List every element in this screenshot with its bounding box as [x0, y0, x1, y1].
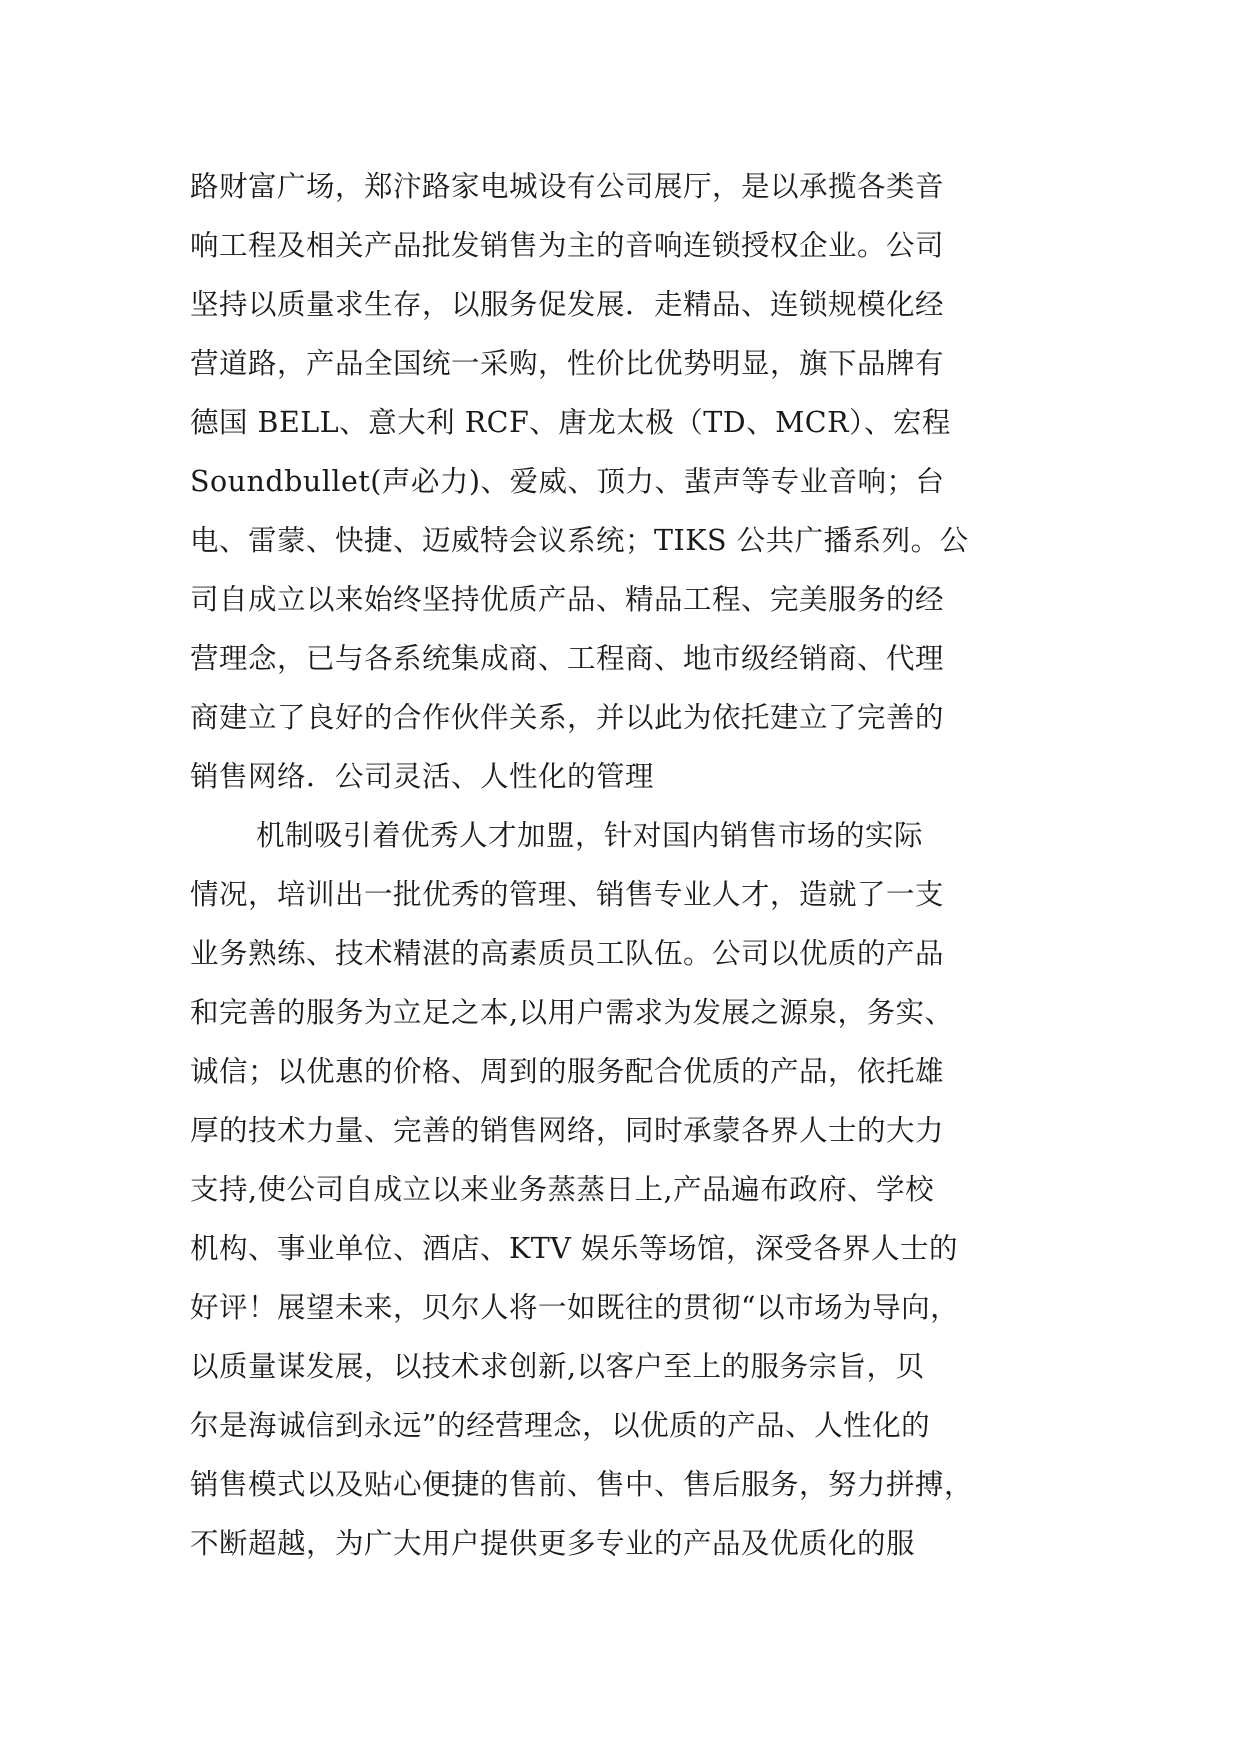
text-line: 和完善的服务为立足之本,以用户需求为发展之源泉，务实、	[190, 996, 954, 1029]
text-line: 路财富广场，郑汴路家电城设有公司展厅，是以承揽各类音	[190, 170, 945, 203]
paragraph-1	[190, 157, 1090, 806]
text-line: 销售模式以及贴心便捷的售前、售中、售后服务，努力拼搏，	[190, 1468, 974, 1501]
text-line: 好评！展望未来，贝尔人将一如既往的贯彻“以市场为导向，	[190, 1291, 960, 1324]
text-line: 响工程及相关产品批发销售为主的音响连锁授权企业。公司	[190, 229, 945, 262]
text-line: 尔是海诚信到永远”的经营理念，以优质的产品、人性化的	[190, 1409, 931, 1442]
text-line: 业务熟练、技术精湛的高素质员工队伍。公司以优质的产品	[190, 937, 945, 970]
text-line: 销售网络．公司灵活、人性化的管理	[190, 760, 655, 793]
text-line: 诚信；以优惠的价格、周到的服务配合优质的产品，依托雄	[190, 1055, 945, 1088]
text-line: 电、雷蒙、快捷、迈威特会议系统；TIKS 公共广播系列。公	[190, 524, 969, 557]
text-line: 商建立了良好的合作伙伴关系，并以此为依托建立了完善的	[190, 701, 945, 734]
text-line: 营道路，产品全国统一采购，性价比优势明显，旗下品牌有	[190, 347, 945, 380]
text-line: 不断超越，为广大用户提供更多专业的产品及优质化的服	[190, 1527, 916, 1560]
text-line: 支持,使公司自成立以来业务蒸蒸日上,产品遍布政府、学校	[190, 1173, 935, 1206]
text-line: 机制吸引着优秀人才加盟，针对国内销售市场的实际	[256, 819, 924, 852]
text-line: 德国 BELL、意大利 RCF、唐龙太极（TD、MCR）、宏程	[190, 406, 951, 439]
text-line: 厚的技术力量、完善的销售网络，同时承蒙各界人士的大力	[190, 1114, 945, 1147]
paragraph-2	[190, 806, 1090, 1573]
body-text	[190, 157, 1090, 1573]
text-line: Soundbullet(声必力)、爱威、顶力、蜚声等专业音响；台	[190, 465, 945, 498]
text-line: 坚持以质量求生存，以服务促发展．走精品、连锁规模化经	[190, 288, 945, 321]
text-line: 机构、事业单位、酒店、KTV 娱乐等场馆，深受各界人士的	[190, 1232, 958, 1265]
text-line: 以质量谋发展，以技术求创新,以客户至上的服务宗旨，贝	[190, 1350, 925, 1383]
text-line: 情况，培训出一批优秀的管理、销售专业人才，造就了一支	[190, 878, 945, 911]
text-line: 司自成立以来始终坚持优质产品、精品工程、完美服务的经	[190, 583, 945, 616]
text-line: 营理念，已与各系统集成商、工程商、地市级经销商、代理	[190, 642, 945, 675]
